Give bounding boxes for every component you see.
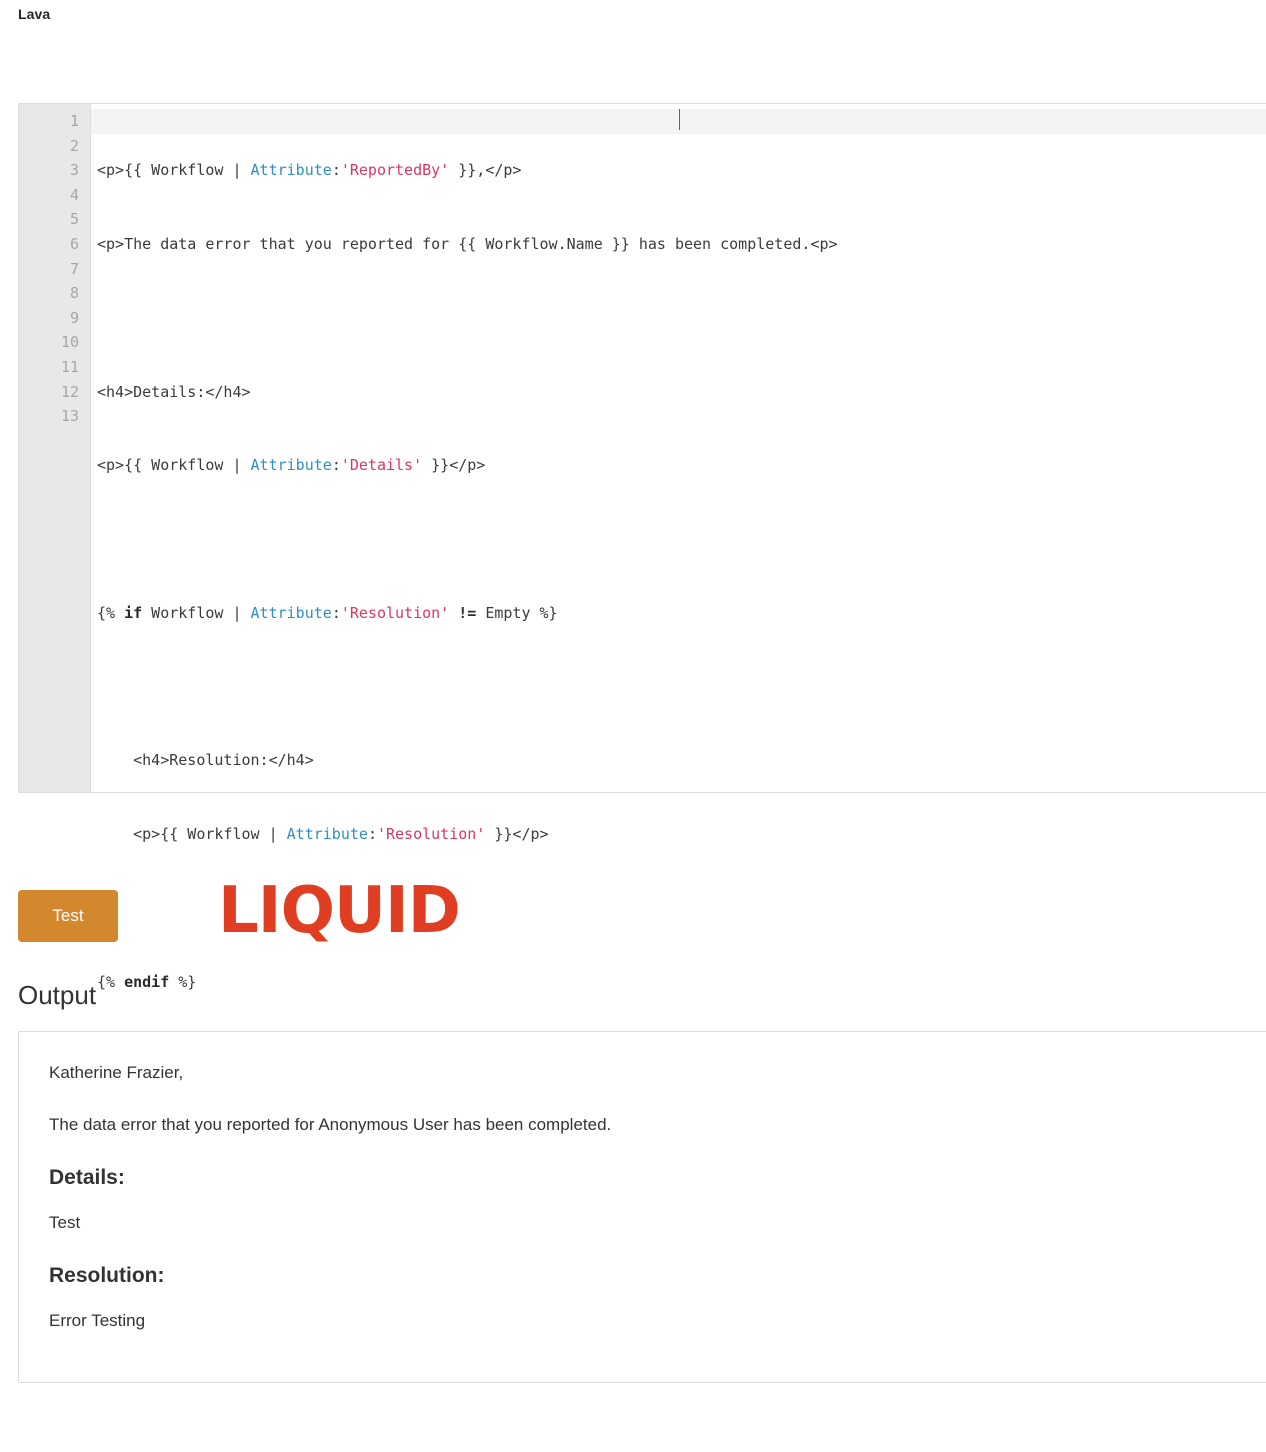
lava-keyword-token: if	[124, 603, 143, 622]
code-content[interactable]	[91, 109, 1266, 1117]
code-line: <p>{{ Workflow | Attribute:'ReportedBy' }},</p>	[97, 161, 522, 180]
code-line	[97, 675, 1266, 700]
line-number: 13	[60, 407, 79, 426]
lava-filter-token: Attribute	[286, 825, 368, 844]
code-line	[97, 306, 1266, 331]
line-number: 11	[60, 357, 79, 376]
line-number: 3	[69, 161, 79, 180]
lava-string-token: 'Details'	[340, 456, 423, 475]
output-section-title: Output	[18, 980, 97, 1010]
output-body: The data error that you reported for Anonymous User has been completed.	[49, 1115, 612, 1134]
line-number: 5	[69, 210, 79, 229]
line-number: 4	[69, 185, 79, 204]
line-number: 12	[60, 382, 79, 401]
lava-filter-token: Attribute	[250, 603, 332, 622]
lava-filter-token: Attribute	[250, 456, 332, 475]
line-number: 9	[69, 308, 79, 327]
line-number: 1	[69, 112, 79, 130]
code-line	[97, 527, 1266, 552]
code-line: <h4>Resolution:</h4>	[97, 751, 314, 770]
code-line: {% if Workflow | Attribute:'Resolution' != Empty %}	[97, 603, 558, 622]
output-greeting: Katherine Frazier,	[49, 1063, 184, 1082]
lava-string-token: 'Resolution'	[340, 603, 450, 622]
line-number: 10	[60, 333, 79, 352]
code-line: <p>{{ Workflow | Attribute:'Details' }}</p>	[97, 456, 486, 475]
output-resolution-heading: Resolution:	[49, 1264, 165, 1287]
lava-string-token: 'ReportedBy'	[340, 161, 450, 180]
line-number: 2	[69, 136, 79, 155]
output-panel	[18, 1031, 1266, 1383]
output-details-heading: Details:	[49, 1166, 125, 1189]
code-line: <p>The data error that you reported for {{ Workflow.Name }} has been completed.<p>	[97, 234, 838, 253]
line-number: 7	[69, 259, 79, 278]
test-button[interactable]: Test	[18, 890, 118, 942]
lava-string-token: 'Resolution'	[376, 825, 486, 844]
lava-keyword-token: endif	[124, 972, 170, 991]
lava-field-label: Lava	[18, 6, 51, 22]
line-number: 8	[69, 284, 79, 303]
code-line: <p>{{ Workflow | Attribute:'Resolution' }}</p>	[97, 825, 549, 844]
line-number: 6	[69, 234, 79, 253]
output-details-value: Test	[49, 1213, 81, 1232]
lava-filter-token: Attribute	[250, 161, 332, 180]
output-resolution-value: Error Testing	[49, 1311, 146, 1330]
liquid-wordmark: LIQUID	[218, 874, 460, 948]
code-line: <h4>Details:</h4>	[97, 382, 251, 401]
lava-operator-token: !=	[458, 603, 477, 622]
editor-line-number-gutter	[19, 104, 91, 792]
code-line: {% endif %}	[97, 972, 197, 991]
